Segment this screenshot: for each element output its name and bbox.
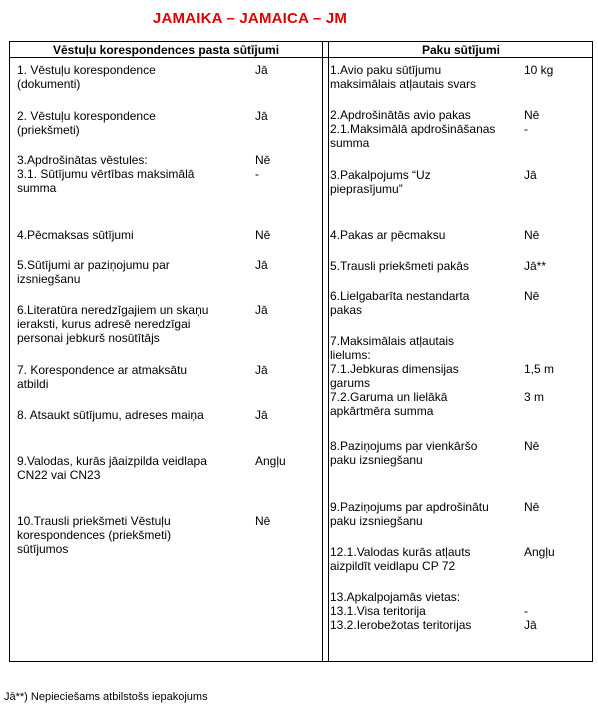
value-line: Jā [255, 408, 268, 422]
value-line [524, 376, 554, 390]
services-table [9, 41, 593, 662]
label-line: 6.Lielgabarīta nestandarta [330, 289, 470, 303]
label-line: paku izsniegšanu [330, 514, 423, 528]
value-line: Nē [524, 500, 540, 514]
label-line: 7.2.Garuma un lielākā [330, 390, 448, 404]
value-line: Jā [255, 258, 268, 272]
value-line: Nē [524, 289, 540, 303]
left-row-value [255, 363, 268, 377]
label-line: 5.Sūtījumi ar paziņojumu par [17, 258, 170, 272]
right-row-value [524, 228, 539, 242]
column-divider [328, 42, 329, 661]
right-row-value [524, 545, 555, 559]
left-row-label [17, 363, 187, 391]
label-line: lielums: [330, 348, 371, 362]
value-line: - [255, 167, 259, 181]
value-line: 1,5 m [524, 362, 555, 376]
label-line: 2.Apdrošinātās avio pakas [330, 108, 471, 122]
label-line: apkārtmēra summa [330, 404, 434, 418]
right-row-value [524, 168, 537, 182]
right-row-value [524, 334, 554, 404]
label-line: korespondences (priekšmeti) [17, 528, 172, 542]
left-row-value [255, 153, 270, 181]
label-line: 7.1.Jebkuras dimensijas [330, 362, 459, 376]
label-line: 7. Korespondence ar atmaksātu [17, 363, 188, 377]
right-column-header: Paku sūtījumi [421, 43, 501, 57]
value-line: Jā [255, 363, 268, 377]
column-divider [322, 42, 323, 661]
value-line: Angļu [255, 454, 286, 468]
label-line: 1.Avio paku sūtījumu [330, 63, 442, 77]
value-line: Nē [255, 153, 271, 167]
label-line: 3.Pakalpojums “Uz [330, 168, 431, 182]
right-row-label [330, 63, 476, 91]
right-row-label [330, 228, 445, 242]
right-row-label [330, 590, 471, 632]
label-line: 2.1.Maksimālā apdrošināšanas [330, 122, 496, 136]
left-row-value [255, 454, 286, 468]
label-line: 2. Vēstuļu korespondence [17, 109, 156, 123]
value-line [524, 590, 537, 604]
left-row-label [17, 63, 156, 91]
label-line: 10.Trausli priekšmeti Vēstuļu [17, 514, 171, 528]
value-line: - [524, 604, 528, 618]
label-line: 6.Literatūra neredzīgajiem un skaņu [17, 303, 209, 317]
label-line: summa [17, 181, 57, 195]
right-row-value [524, 108, 539, 136]
right-row-label [330, 259, 469, 273]
label-line: personai jebkurš nosūtītājs [17, 331, 160, 345]
label-line: 4.Pēcmaksas sūtījumi [17, 228, 134, 242]
label-line: 13.1.Visa teritorija [330, 604, 426, 618]
label-line: summa [330, 136, 370, 150]
left-column-header: Vēstuļu korespondences pasta sūtījumi [52, 43, 280, 57]
label-line: 3.1. Sūtījumu vērtības maksimālā [17, 167, 195, 181]
right-row-label [330, 334, 459, 418]
value-line: Jā [255, 303, 268, 317]
label-line: 12.1.Valodas kurās atļauts [330, 545, 471, 559]
label-line: maksimālais atļautais svars [330, 77, 477, 91]
label-line: paku izsniegšanu [330, 453, 423, 467]
label-line: 5.Trausli priekšmeti pakās [330, 259, 469, 273]
value-line: Nē [524, 108, 540, 122]
label-line: izsniegšanu [17, 272, 81, 286]
right-row-label [330, 500, 489, 528]
label-line: sūtījumos [17, 542, 69, 556]
left-row-label [17, 153, 194, 195]
right-row-value [524, 500, 539, 514]
right-row-label [330, 168, 431, 196]
label-line: 3.Apdrošinātas vēstules: [17, 153, 148, 167]
page-title: JAMAIKA – JAMAICA – JM [152, 10, 348, 27]
right-row-label [330, 289, 469, 317]
value-line: 10 kg [524, 63, 554, 77]
label-line: 13.Apkalpojamās vietas: [330, 590, 461, 604]
label-line: 7.Maksimālais atļautais [330, 334, 455, 348]
value-line: Jā [255, 63, 268, 77]
value-line: Jā [255, 109, 268, 123]
value-line: Jā** [524, 259, 547, 273]
left-row-value [255, 109, 268, 123]
left-row-value [255, 514, 270, 528]
left-row-value [255, 63, 268, 77]
value-line: Angļu [524, 545, 555, 559]
label-line: 8. Atsaukt sūtījumu, adreses maiņa [17, 408, 204, 422]
right-row-value [524, 590, 537, 632]
value-line: Nē [255, 228, 271, 242]
left-row-value [255, 258, 268, 272]
left-row-value [255, 228, 270, 242]
right-row-value [524, 439, 539, 453]
left-row-label [17, 258, 170, 286]
label-line: 8.Paziņojums par vienkāršo [330, 439, 478, 453]
label-line: 1. Vēstuļu korespondence [17, 63, 156, 77]
label-line: ieraksti, kurus adresē neredzīgai [17, 317, 191, 331]
left-row-label [17, 228, 134, 242]
right-row-label [330, 545, 471, 573]
value-line: - [524, 122, 528, 136]
label-line: aizpildīt veidlapu CP 72 [330, 559, 456, 573]
value-line: Nē [255, 514, 271, 528]
label-line: 4.Pakas ar pēcmaksu [330, 228, 446, 242]
label-line: pakas [330, 303, 363, 317]
label-line: 9.Paziņojums par apdrošinātu [330, 500, 489, 514]
right-row-label [330, 439, 477, 467]
value-line: Nē [524, 228, 540, 242]
label-line: pieprasījumu” [330, 182, 403, 196]
header-divider [10, 57, 592, 58]
left-row-label [17, 514, 171, 556]
left-row-label [17, 303, 208, 345]
right-row-value [524, 63, 553, 77]
value-line [524, 348, 554, 362]
label-line: 9.Valodas, kurās jāaizpilda veidlapa [17, 454, 207, 468]
label-line: CN22 vai CN23 [17, 468, 101, 482]
label-line: atbildi [17, 377, 49, 391]
label-line: garums [330, 376, 371, 390]
footnote: Jā**) Nepieciešams atbilstošs iepakojums [4, 691, 208, 703]
value-line [524, 334, 554, 348]
value-line: Jā [524, 168, 537, 182]
left-row-value [255, 408, 268, 422]
value-line: Nē [524, 439, 540, 453]
value-line: 3 m [524, 390, 545, 404]
label-line: 13.2.Ierobežotas teritorijas [330, 618, 472, 632]
left-row-label [17, 109, 156, 137]
label-line: (priekšmeti) [17, 123, 80, 137]
right-row-value [524, 289, 539, 303]
right-row-value [524, 259, 546, 273]
label-line: (dokumenti) [17, 77, 81, 91]
left-row-label [17, 454, 207, 482]
value-line: Jā [524, 618, 537, 632]
left-row-label [17, 408, 204, 422]
right-row-label [330, 108, 495, 150]
left-row-value [255, 303, 268, 317]
